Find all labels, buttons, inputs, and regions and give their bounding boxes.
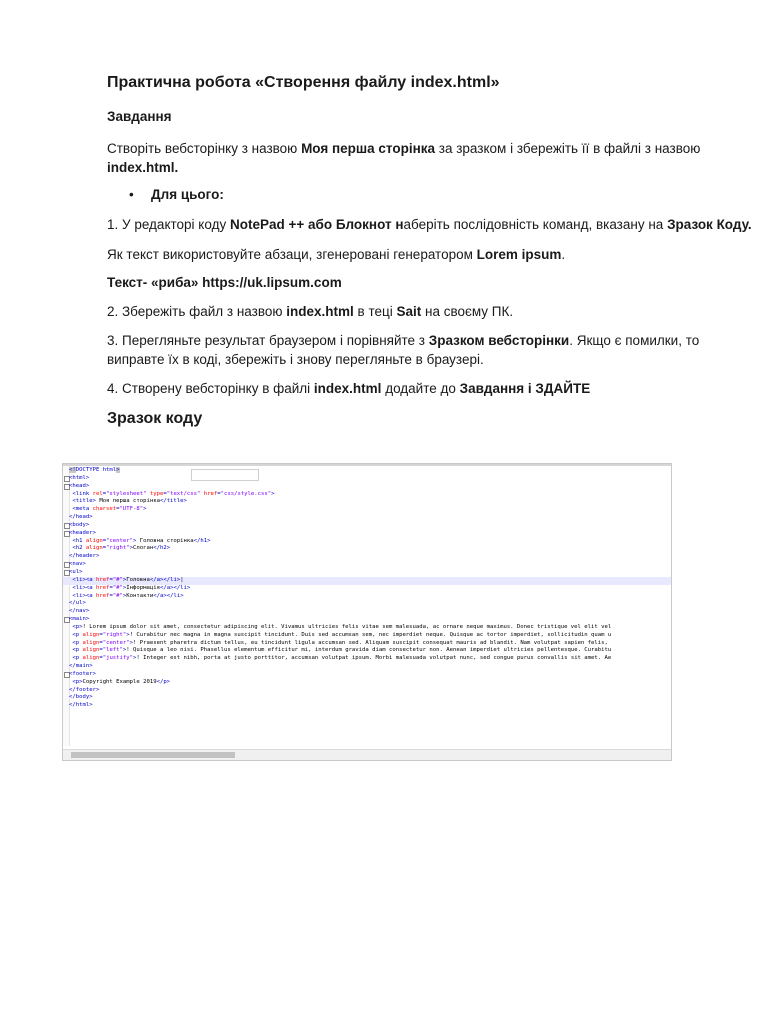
step-3-line2: виправте їх в коді, збережіть і знову перегляньте в браузері.: [107, 352, 484, 367]
code-line: [63, 616, 671, 624]
intro-text-middle: за зразком і збережіть її в файлі з назвою: [435, 141, 701, 156]
step-1-text: 1. У редакторі коду: [107, 217, 230, 232]
lorem-note-period: .: [561, 247, 566, 262]
code-line: [63, 694, 671, 702]
code-line-text: <html>: [69, 474, 90, 481]
step-3-bold: Зразком вебсторінки: [428, 333, 570, 348]
code-line: [63, 498, 671, 506]
code-line: [63, 545, 671, 553]
code-line-text: <li><a href="#">Головна</a></li>|: [69, 576, 184, 583]
code-line-text: <title> Моя перша сторінка</title>: [69, 498, 187, 505]
code-line-text: <p>! Lorem ipsum dolor sit amet, consectetur adipiscing elit. Vivamus ultricies felis vitae sem malesuada, ac ornare neque maximus. Donec tristique vel elit vel: [69, 623, 612, 630]
step-4-text-middle: додайте до: [381, 381, 460, 396]
intro-bold-filename: index.html.: [107, 160, 179, 175]
code-line-text: </html>: [69, 702, 93, 709]
code-line: [63, 663, 671, 671]
step-2-text-end: на своєму ПК.: [421, 304, 514, 319]
code-line: [63, 655, 671, 663]
autocomplete-hint-box: [191, 469, 259, 481]
step-2-bold-filename: index.html: [286, 304, 354, 319]
step-1: [107, 215, 752, 234]
code-line-text: </footer>: [69, 686, 100, 693]
code-line-text: <p align="right">! Curabitur nec magna in magna suscipit tincidunt. Duis sed accumsan sem, nec imperdiet neque. Quisque ac tortor imperdiet, sollicitudin quam u: [69, 631, 612, 638]
horizontal-scrollbar[interactable]: [63, 749, 671, 760]
code-line-text: <p align="justify">! Integer est nibh, porta at justo porttitor, accumsan volutpat ipsum. Morbi malesuada volutpat nunc, sed congue purus convallis sit amet. Ae: [69, 655, 612, 662]
code-line: [63, 491, 671, 499]
code-line: [63, 671, 671, 679]
code-line: [63, 679, 671, 687]
code-line: [63, 475, 671, 483]
code-line: [63, 467, 671, 475]
code-editor-screenshot: [62, 463, 672, 761]
code-area: [63, 467, 671, 710]
code-line: [63, 577, 671, 585]
step-4: [107, 379, 590, 398]
scrollbar-thumb[interactable]: [71, 752, 235, 758]
code-line: [63, 569, 671, 577]
code-line: [63, 600, 671, 608]
code-line-text: <ul>: [69, 568, 83, 575]
lorem-note-bold: Lorem ipsum: [476, 247, 562, 262]
code-line: [63, 561, 671, 569]
bullet-dot-icon: •: [129, 187, 134, 202]
intro-bold-page-name: Моя перша сторінка: [301, 141, 436, 156]
sample-code-heading: Зразок коду: [107, 410, 203, 427]
bullet-text: Для цього:: [151, 187, 224, 202]
step-3-text-end: . Якщо є помилки, то: [569, 333, 700, 348]
step-2-text-middle: в теці: [353, 304, 397, 319]
task-heading: Завдання: [107, 109, 172, 124]
step-2-bold-folder: Sait: [396, 304, 422, 319]
code-line-text: </head>: [69, 514, 93, 521]
step-3-text: 3. Перегляньте результат браузером і порівняйте з: [107, 333, 429, 348]
step-1-bold-sample: Зразок Коду.: [667, 217, 752, 232]
code-line-text: </header>: [69, 553, 100, 560]
code-line-text: <li><a href="#">Контакти</a></li>: [69, 592, 184, 599]
code-line: [63, 585, 671, 593]
document-title: Практична робота «Створення файлу index.html»: [107, 74, 500, 91]
intro-paragraph-line2: [107, 158, 178, 177]
code-line: [63, 647, 671, 655]
code-line-text: <footer>: [69, 670, 96, 677]
code-line-text: <link rel="stylesheet" type="text/css" href="css/style.css">: [69, 490, 275, 497]
code-line-text: <body>: [69, 521, 90, 528]
code-line: [63, 538, 671, 546]
code-line: [63, 702, 671, 710]
bullet-item: [129, 187, 224, 202]
code-line-text: <!DOCTYPE html>: [69, 467, 120, 473]
code-line: [63, 522, 671, 530]
editor-topbar: [63, 464, 671, 466]
code-line-text: <li><a href="#">Інформація</a></li>: [69, 584, 191, 591]
code-line: [63, 483, 671, 491]
code-line-text: <h1 align="center"> Головна сторінка</h1>: [69, 537, 211, 544]
code-line: [63, 530, 671, 538]
step-2: [107, 302, 513, 321]
step-4-bold-submit: Завдання і ЗДАЙТЕ: [459, 381, 591, 396]
intro-text: Створіть вебсторінку з назвою: [107, 141, 302, 156]
step-1-bold-editor: NotePad ++ або Блокнот н: [229, 217, 404, 232]
code-line: [63, 514, 671, 522]
code-line-text: <meta charset="UTF-8">: [69, 506, 147, 513]
step-4-bold-filename: index.html: [313, 381, 382, 396]
code-line-text: <nav>: [69, 561, 86, 568]
step-1-text-middle: аберіть послідовність команд, вказану на: [403, 217, 668, 232]
fish-text-link: [107, 273, 342, 292]
code-line-text: <h2 align="right">Слоган</h2>: [69, 545, 171, 552]
code-line: [63, 608, 671, 616]
code-line-text: <head>: [69, 482, 90, 489]
code-line-text: <p>Copyright Example 2019</p>: [69, 678, 171, 685]
code-line: [63, 640, 671, 648]
lorem-note-text: Як текст використовуйте абзаци, згенеровані генератором: [107, 247, 477, 262]
code-line: [63, 632, 671, 640]
code-line-text: <p align="center">! Praesent pharetra dictum tellus, eu tincidunt ligula accumsan sed. Aliquam suscipit consequat mauris ad blandit. Nam volutpat sapien felis,: [69, 639, 608, 646]
code-line-text: <main>: [69, 616, 90, 623]
step-3: [107, 331, 699, 350]
lorem-note: [107, 245, 565, 264]
code-line-text: <header>: [69, 529, 96, 536]
code-line: [63, 553, 671, 561]
step-4-text: 4. Створену вебсторінку в файлі: [107, 381, 314, 396]
code-line-text: </nav>: [69, 608, 90, 615]
step-2-text: 2. Збережіть файл з назвою: [107, 304, 287, 319]
code-line: [63, 624, 671, 632]
code-line-text: </ul>: [69, 600, 86, 607]
fish-text-bold: Текст- «риба» https://uk.lipsum.com: [107, 275, 342, 290]
code-line-text: </body>: [69, 694, 93, 701]
intro-paragraph: [107, 139, 700, 158]
code-line-text: <p align="left">! Quisque a leo nisi. Phasellus elementum efficitur mi, interdum gravida diam consectetur non. Aenean imperdiet ultricies pellentesque. Curabitu: [69, 647, 612, 654]
code-line: [63, 593, 671, 601]
code-line: [63, 506, 671, 514]
code-line-text: </main>: [69, 663, 93, 670]
code-line: [63, 687, 671, 695]
